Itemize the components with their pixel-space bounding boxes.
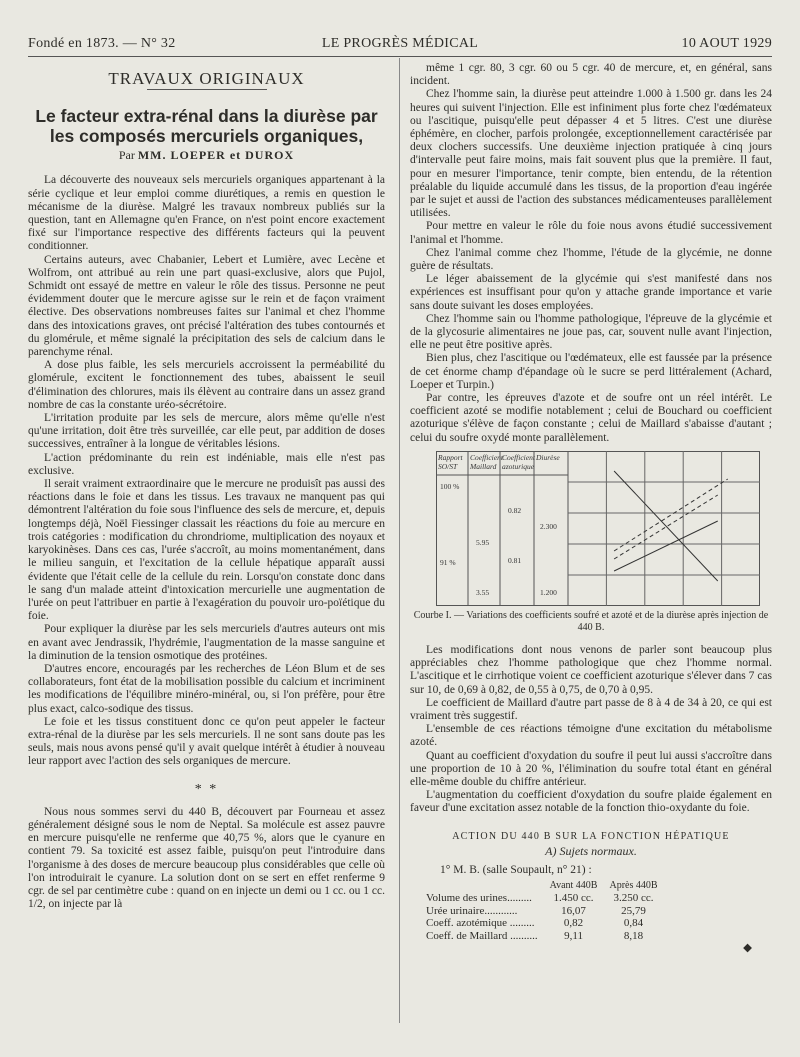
action-heading: ACTION DU 440 B SUR LA FONCTION HÉPATIQUE [452,830,730,842]
chart-caption: Courbe I. — Variations des coefficients soufré et azoté et de la diurèse après injection de 440 B. [413,609,769,633]
right-body-after-chart [410,644,772,816]
chart-tick-label: 3.55 [476,587,490,597]
right-paragraph: Pour mettre en valeur le rôle du foie nous avons étudié successivement l'animal et l'homme. [410,220,772,246]
section-stars: * * [194,781,219,797]
results-table [420,879,664,942]
right-body [410,62,772,445]
results-header-row [420,879,664,892]
right-paragraph: Chez l'homme sain, la diurèse peut atteindre 1.000 à 1.500 gr. dans les 24 heures qui suivent l'injection. Elle est infiniment plus forte chez l'œdémateux ou l'ascitique, puisqu'elle peut dépasser 4 et 5 litres. C'est une diurèse éphémère, en clocher, parfois prolongée, exceptionnellement caractérisée par deux clochers successifs. Une deuxième injection pratiquée à cinq jours d'intervalle peut faire moins, mais fait souvent plus que la première. Il faut, pour en mesurer l'importance, tenir compte, bien entendu, de la rétention préalable du liquide accumulé dans les tissus, de la proportion d'eau ingérée par le sujet et aussi de l'action des substances médicamenteuses parallèlement utilisées. [410,88,772,220]
results-row [420,905,664,918]
chart-tick-label: 91 % [440,557,456,567]
chart-svg [436,451,760,606]
results-cell-after: 0,84 [623,917,644,930]
results-cell-before: 0,82 [563,917,584,930]
right-after-paragraph: Le coefficient de Maillard d'autre part passe de 8 à 4 de 34 à 20, ce qui est vraiment très suggestif. [410,696,772,722]
results-cell-label: Coeff. azotémique ......... [426,917,535,930]
left-paragraph: Il serait vraiment extraordinaire que le mercure ne produisît pas aussi des réactions dans le foie et dans les tissus. Les travaux ne manquent pas qui démontrent l'altération du foie sous l'influence des sels de mercure, et, depuis longtemps déjà, Noël Fiessinger classait les réactions du foie au mercure en trois catégories : modification du chrondriome, multiplication des noyaux et karyokinèses. Dans ces cas, l'urée s'accroît, au moins momentanément, dans le milieu sanguin, et l'excitation de la cellule hépatique apparaît aussi évidente que l'était celle de la cellule du rein. Lorsqu'on constate donc dans le sang d'un malade atteint d'intoxication mercurielle une augmentation de l'urée on peut l'attribuer en partie à l'exagération du pouvoir uro-poïétique du foie. [28,478,385,623]
chart-column-header: Coefficient [502,452,535,462]
chart-tick-label: 1.200 [540,587,557,597]
chart-column-header: azoturique [502,461,535,471]
chart-column-header: Rapport [438,452,463,462]
results-cell-before: 1.450 cc. [553,892,594,905]
results-cell-label: Coeff. de Maillard .......... [426,929,538,942]
left-paragraph: L'action prédominante du rein est indéniable, mais elle n'est pas exclusive. [28,451,385,477]
results-cell-label: Volume des urines......... [426,892,532,905]
left-paragraph: A dose plus faible, les sels mercuriels accroissent la perméabilité du glomérule, excitent le fonctionnement des tubes, abaissent le seuil d'élimination des chlorures, mais ils élèvent au contraire dans un assez grand nombre de cas la constante uréo-sécrétoire. [28,359,385,411]
left-paragraph: L'irritation produite par les sels de mercure, alors même qu'elle n'est qu'une irritation, doit être très surveillée, car elle peut, par addition de doses successives, entraîner à la longue de véritables lésions. [28,412,385,451]
page-header [28,36,772,54]
chart-tick-label: 0.81 [508,555,522,565]
journal-title: LE PROGRÈS MÉDICAL [321,36,479,51]
section-rule [147,89,267,90]
chart-tick-label: 100 % [440,481,460,491]
chart-column-header: Diurèse [536,452,560,462]
results-body [420,892,664,942]
left-paragraph: Certains auteurs, avec Chabanier, Lebert et Lumière, avec Lecène et Wolfrom, ont attribué au rein une part quasi-exclusive, alors que Pujol, Schmidt ont essayé de mettre en valeur le rôle des tissus. Personne ne peut évidemment douter que le mercure agisse sur le rein et de façon vraiment élective. Des observations nombreuses faites sur l'animal et chez l'homme dans des intoxications graves, ont précisé l'altération des tubes contournés et du glomérule, et même signalé la précipitation des sels de calcium dans le parenchyme rénal. [28,253,385,359]
header-rule [28,56,772,57]
article-title: Le facteur extra-rénal dans la diurèse par les composés mercuriels organiques, [35,106,378,147]
right-paragraph: même 1 cgr. 80, 3 cgr. 60 ou 5 cgr. 40 de mercure, et, en général, sans incident. [410,62,772,88]
right-column [410,62,772,956]
results-cell-label: Urée urinaire............ [426,904,518,917]
chart-tick-label: 0.82 [508,505,522,515]
byline [28,149,385,162]
left-paragraph: La découverte des nouveaux sels mercuriels organiques appartenant à la série cyclique et leur emploi comme diurétiques, a remis en question le mécanisme de la diurèse. Malgré les travaux nombreux publiés sur la question, tant en Allemagne qu'en France, on n'est point encore exactement fixé sur l'importance respective des différents facteurs qui la peuvent conditionner. [28,174,385,253]
col-after: Après 440B [609,880,658,892]
chart-tick-label: 5.95 [476,537,490,547]
right-paragraph: Le léger abaissement de la glycémie qui s'est manifesté dans nos expériences est insuffisant pour qu'on y attache grande importance et varie sans doute suivant les doses employées. [410,273,772,312]
right-after-paragraph: Les modifications dont nous venons de parler sont beaucoup plus appréciables chez l'homme pathologique que chez l'homme normal. L'ascitique et le cirrhotique voient ce coefficient azoturique s'élever dans 7 cas sur 10, de 0,69 à 0,82, de 0,55 à 0,75, de 0,70 à 0,95. [410,643,772,696]
series-line-maillard [614,471,718,581]
right-after-paragraph: Quant au coefficient d'oxydation du soufre il peut lui aussi s'accroître dans une proportion de 10 à 20 %, l'élimination du soufre total étant en général elle-même double du chiffre antérieur. [410,749,772,788]
results-cell-after: 25,79 [621,904,646,917]
left-body [28,174,385,768]
results-row [420,917,664,930]
patient-label: 1° M. B. (salle Soupault, n° 21) : [440,863,592,876]
issue-date: 10 AOUT 1929 [681,36,772,51]
right-paragraph: Par contre, les épreuves d'azote et de soufre ont un réel intérêt. Le coefficient azoté se modifie notablement ; celui de Bouchard ou coefficient azoturique s'élève de façon constante ; celui de Maillard s'abaisse d'autant ; celui du soufre oxydé monte parallèlement. [410,392,772,444]
results-cell-before: 16,07 [561,904,586,917]
chart-column-header: Maillard [470,461,497,471]
results-cell-after: 8,18 [623,929,644,942]
column-divider [399,58,400,1023]
founded-issue: Fondé en 1873. — N° 32 [28,36,176,51]
left-paragraph-after-stars: Nous nous sommes servi du 440 B, découvert par Fourneau et assez généralement désigné sous le nom de Neptal. Sa molécule est assez pauvre en mercure puisqu'elle ne renferme que 40,75 %, alors que le cyanure en contient 79. Sa toxicité est assez faible, puisqu'on peut l'introduire dans l'organisme à des doses de mercure beaucoup plus considérables que celle où l'on introduirait le cyanure. La solution dont on se sert en effet renferme 9 cgr. de sel par centimètre cube : quand on en injecte un demi ou 1 cc. ou 1 cc. 1/2, on injecte par là [28,805,385,911]
left-paragraph: Le foie et les tissus constituent donc ce qu'on peut appeler le facteur extra-rénal de la diurèse par les sels mercuriels. Il ne sont sans doute pas les seuls, mais nous avons pensé qu'il y avait quelque intérêt à étudier à nouveau leur rapport avec l'action des sels organiques de mercure. [28,715,385,768]
right-paragraph: Bien plus, chez l'ascitique ou l'œdémateux, elle est faussée par la présence de cet énorme champ d'épandage où le sucre se perd littéralement (Achard, Loeper et Turpin.) [410,352,772,391]
series-line-rapport [614,521,718,571]
curve-chart [436,451,760,606]
results-cell-after: 3.250 cc. [613,892,654,905]
by-label: Par [118,148,135,163]
action-subheading: A) Sujets normaux. [545,843,637,858]
right-paragraph: Chez l'homme sain ou l'homme pathologique, l'épreuve de la glycémie et de la glycosurie alimentaires ne joue pas, car, souvent nulle avant l'injection, elle ne peut être positive après. [410,312,772,352]
right-after-paragraph: L'augmentation du coefficient d'oxydation du soufre plaide également en faveur d'une excitation assez notable de la fonction thio-oxydante du foie. [410,789,772,815]
section-heading: TRAVAUX ORIGINAUX [108,69,305,88]
results-cell-before: 9,11 [564,929,583,942]
chart-column-header: SO/ST [438,461,458,471]
chart-tick-label: 2.300 [540,521,557,531]
right-paragraph: Chez l'animal comme chez l'homme, l'étude de la glycémie, ne donne guère de résultats. [410,246,772,273]
results-row [420,892,664,905]
results-row [420,930,664,943]
results-header-blank [420,879,544,892]
chart-column-header: Coefficient [470,452,503,462]
series-line-azoturique [614,495,718,559]
right-after-paragraph: L'ensemble de ces réactions témoigne d'une excitation du métabolisme azoté. [410,723,772,749]
col-before: Avant 440B [549,880,598,892]
ornament-icon: ◆ [743,942,752,955]
authors: MM. LOEPER et DUROX [137,148,295,163]
left-column [28,62,385,911]
left-paragraph: D'autres encore, encouragés par les recherches de Léon Blum et de ses collaborateurs, font état de la mobilisation possible du calcium et incriminent les modifications de l'équilibre minéro-minéral, ou, si l'on préfère, pour être plus exact, calco-sodique des tissus. [28,662,385,715]
left-paragraph: Pour expliquer la diurèse par les sels mercuriels d'autres auteurs ont mis en avant avec Jendrassik, l'hydrémie, l'augmentation de la masse sanguine et la diminution de la tension osmotique des protéines. [28,623,385,662]
